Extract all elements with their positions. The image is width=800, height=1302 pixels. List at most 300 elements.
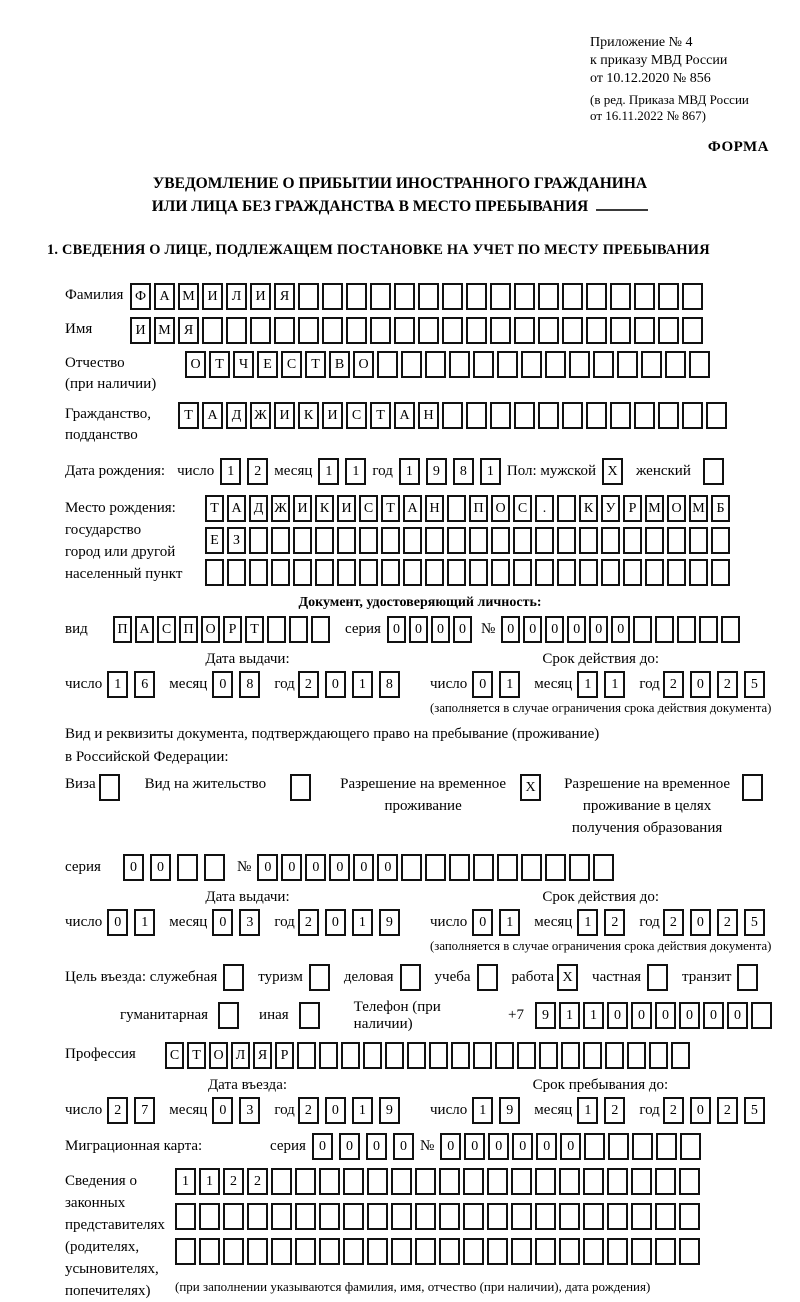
char-cell[interactable]: 0 <box>523 616 542 643</box>
char-cell[interactable] <box>559 1168 580 1195</box>
char-cell[interactable] <box>367 1168 388 1195</box>
char-cell[interactable] <box>655 616 674 643</box>
char-cell[interactable]: 0 <box>257 854 278 881</box>
char-cell[interactable] <box>511 1203 532 1230</box>
char-cell[interactable] <box>425 527 444 554</box>
char-cell[interactable] <box>562 317 583 344</box>
char-cell[interactable]: И <box>274 402 295 429</box>
char-cell[interactable] <box>315 527 334 554</box>
char-cell[interactable]: С <box>513 495 532 522</box>
char-cell[interactable] <box>466 283 487 310</box>
char-cell[interactable] <box>473 854 494 881</box>
char-cell[interactable]: Л <box>231 1042 250 1069</box>
char-cell[interactable]: 1 <box>352 909 373 936</box>
char-cell[interactable]: 8 <box>379 671 400 698</box>
char-cell[interactable]: И <box>337 495 356 522</box>
char-cell[interactable] <box>343 1238 364 1265</box>
purpose-humanitarian-checkbox[interactable] <box>218 1002 239 1029</box>
char-cell[interactable]: 0 <box>607 1002 628 1029</box>
char-cell[interactable]: З <box>227 527 246 554</box>
char-cell[interactable] <box>391 1238 412 1265</box>
char-cell[interactable] <box>559 1203 580 1230</box>
char-cell[interactable] <box>511 1168 532 1195</box>
char-cell[interactable] <box>671 1042 690 1069</box>
char-cell[interactable] <box>391 1203 412 1230</box>
char-cell[interactable] <box>586 402 607 429</box>
char-cell[interactable]: Р <box>623 495 642 522</box>
char-cell[interactable]: Л <box>226 283 247 310</box>
char-cell[interactable]: 0 <box>325 909 346 936</box>
char-cell[interactable] <box>545 351 566 378</box>
char-cell[interactable]: М <box>645 495 664 522</box>
char-cell[interactable]: 1 <box>577 1097 598 1124</box>
char-cell[interactable]: 1 <box>345 458 366 485</box>
char-cell[interactable] <box>721 616 740 643</box>
char-cell[interactable] <box>227 559 246 586</box>
char-cell[interactable]: 0 <box>339 1133 360 1160</box>
purpose-transit-checkbox[interactable] <box>737 964 758 991</box>
char-cell[interactable] <box>607 1168 628 1195</box>
char-cell[interactable]: Н <box>418 402 439 429</box>
char-cell[interactable] <box>535 559 554 586</box>
char-cell[interactable]: О <box>201 616 220 643</box>
char-cell[interactable] <box>407 1042 426 1069</box>
char-cell[interactable] <box>521 854 542 881</box>
purpose-tourism-checkbox[interactable] <box>309 964 330 991</box>
char-cell[interactable] <box>689 527 708 554</box>
char-cell[interactable]: 9 <box>379 1097 400 1124</box>
char-cell[interactable] <box>656 1133 677 1160</box>
char-cell[interactable] <box>583 1203 604 1230</box>
char-cell[interactable] <box>658 317 679 344</box>
char-cell[interactable]: А <box>135 616 154 643</box>
char-cell[interactable]: 6 <box>134 671 155 698</box>
char-cell[interactable] <box>415 1203 436 1230</box>
char-cell[interactable]: 0 <box>453 616 472 643</box>
char-cell[interactable] <box>359 559 378 586</box>
char-cell[interactable] <box>641 351 662 378</box>
char-cell[interactable] <box>682 402 703 429</box>
char-cell[interactable]: С <box>346 402 367 429</box>
char-cell[interactable] <box>557 559 576 586</box>
char-cell[interactable] <box>451 1042 470 1069</box>
char-cell[interactable] <box>677 616 696 643</box>
char-cell[interactable]: 2 <box>717 671 738 698</box>
char-cell[interactable] <box>645 527 664 554</box>
residence-permit-checkbox[interactable] <box>290 774 311 801</box>
char-cell[interactable] <box>175 1238 196 1265</box>
char-cell[interactable] <box>271 1238 292 1265</box>
char-cell[interactable]: 2 <box>663 1097 684 1124</box>
char-cell[interactable] <box>289 616 308 643</box>
char-cell[interactable] <box>679 1168 700 1195</box>
char-cell[interactable]: 0 <box>472 909 493 936</box>
char-cell[interactable] <box>403 559 422 586</box>
char-cell[interactable] <box>699 616 718 643</box>
char-cell[interactable]: 0 <box>325 671 346 698</box>
char-cell[interactable]: 0 <box>409 616 428 643</box>
char-cell[interactable] <box>249 559 268 586</box>
char-cell[interactable]: В <box>329 351 350 378</box>
char-cell[interactable] <box>394 283 415 310</box>
char-cell[interactable] <box>751 1002 772 1029</box>
char-cell[interactable] <box>634 317 655 344</box>
char-cell[interactable] <box>271 1203 292 1230</box>
char-cell[interactable]: 0 <box>305 854 326 881</box>
char-cell[interactable] <box>359 527 378 554</box>
char-cell[interactable] <box>545 854 566 881</box>
char-cell[interactable]: 0 <box>281 854 302 881</box>
char-cell[interactable]: 0 <box>212 671 233 698</box>
char-cell[interactable] <box>682 283 703 310</box>
char-cell[interactable]: 1 <box>220 458 241 485</box>
char-cell[interactable]: 0 <box>353 854 374 881</box>
char-cell[interactable]: Т <box>187 1042 206 1069</box>
char-cell[interactable] <box>497 854 518 881</box>
char-cell[interactable]: 1 <box>318 458 339 485</box>
char-cell[interactable] <box>322 283 343 310</box>
char-cell[interactable]: 0 <box>690 909 711 936</box>
char-cell[interactable]: 1 <box>472 1097 493 1124</box>
char-cell[interactable]: 1 <box>577 671 598 698</box>
char-cell[interactable] <box>645 559 664 586</box>
char-cell[interactable] <box>429 1042 448 1069</box>
temp-permit-checkbox[interactable]: X <box>520 774 541 801</box>
char-cell[interactable] <box>490 317 511 344</box>
char-cell[interactable] <box>632 1133 653 1160</box>
char-cell[interactable] <box>689 559 708 586</box>
char-cell[interactable]: 1 <box>604 671 625 698</box>
char-cell[interactable] <box>634 402 655 429</box>
char-cell[interactable]: И <box>130 317 151 344</box>
char-cell[interactable] <box>491 527 510 554</box>
char-cell[interactable]: Е <box>205 527 224 554</box>
char-cell[interactable]: Я <box>178 317 199 344</box>
char-cell[interactable] <box>177 854 198 881</box>
char-cell[interactable] <box>469 527 488 554</box>
char-cell[interactable] <box>367 1203 388 1230</box>
char-cell[interactable]: 2 <box>247 1168 268 1195</box>
char-cell[interactable]: А <box>394 402 415 429</box>
char-cell[interactable]: 0 <box>366 1133 387 1160</box>
char-cell[interactable]: 1 <box>352 1097 373 1124</box>
char-cell[interactable] <box>538 283 559 310</box>
char-cell[interactable] <box>204 854 225 881</box>
char-cell[interactable] <box>583 1238 604 1265</box>
char-cell[interactable]: 7 <box>134 1097 155 1124</box>
char-cell[interactable] <box>514 317 535 344</box>
char-cell[interactable]: 0 <box>567 616 586 643</box>
char-cell[interactable]: 2 <box>223 1168 244 1195</box>
char-cell[interactable]: 0 <box>212 909 233 936</box>
char-cell[interactable] <box>473 1042 492 1069</box>
char-cell[interactable]: С <box>281 351 302 378</box>
char-cell[interactable]: 2 <box>604 1097 625 1124</box>
char-cell[interactable]: Т <box>209 351 230 378</box>
char-cell[interactable]: М <box>154 317 175 344</box>
char-cell[interactable]: И <box>202 283 223 310</box>
char-cell[interactable] <box>381 527 400 554</box>
char-cell[interactable] <box>226 317 247 344</box>
char-cell[interactable] <box>319 1042 338 1069</box>
char-cell[interactable] <box>442 283 463 310</box>
char-cell[interactable]: Я <box>253 1042 272 1069</box>
char-cell[interactable] <box>665 351 686 378</box>
char-cell[interactable]: 2 <box>604 909 625 936</box>
char-cell[interactable]: 0 <box>212 1097 233 1124</box>
char-cell[interactable]: О <box>185 351 206 378</box>
char-cell[interactable] <box>487 1168 508 1195</box>
char-cell[interactable] <box>463 1238 484 1265</box>
char-cell[interactable] <box>538 402 559 429</box>
char-cell[interactable]: 0 <box>631 1002 652 1029</box>
char-cell[interactable] <box>682 317 703 344</box>
char-cell[interactable] <box>293 559 312 586</box>
char-cell[interactable] <box>447 559 466 586</box>
char-cell[interactable]: 9 <box>426 458 447 485</box>
char-cell[interactable]: П <box>179 616 198 643</box>
char-cell[interactable] <box>559 1238 580 1265</box>
char-cell[interactable] <box>562 283 583 310</box>
char-cell[interactable] <box>631 1238 652 1265</box>
char-cell[interactable] <box>463 1203 484 1230</box>
char-cell[interactable] <box>202 317 223 344</box>
char-cell[interactable]: 0 <box>329 854 350 881</box>
char-cell[interactable]: 0 <box>727 1002 748 1029</box>
char-cell[interactable]: 0 <box>690 1097 711 1124</box>
char-cell[interactable]: 3 <box>239 1097 260 1124</box>
char-cell[interactable]: 0 <box>150 854 171 881</box>
char-cell[interactable] <box>667 527 686 554</box>
char-cell[interactable] <box>442 402 463 429</box>
char-cell[interactable]: Т <box>381 495 400 522</box>
char-cell[interactable]: К <box>298 402 319 429</box>
char-cell[interactable]: 0 <box>655 1002 676 1029</box>
char-cell[interactable]: 0 <box>393 1133 414 1160</box>
char-cell[interactable]: 0 <box>589 616 608 643</box>
char-cell[interactable] <box>425 559 444 586</box>
char-cell[interactable] <box>583 1168 604 1195</box>
char-cell[interactable]: 1 <box>352 671 373 698</box>
char-cell[interactable]: И <box>250 283 271 310</box>
char-cell[interactable] <box>539 1042 558 1069</box>
char-cell[interactable]: 0 <box>545 616 564 643</box>
char-cell[interactable] <box>439 1168 460 1195</box>
char-cell[interactable] <box>633 616 652 643</box>
char-cell[interactable]: 1 <box>577 909 598 936</box>
char-cell[interactable] <box>610 283 631 310</box>
char-cell[interactable] <box>513 527 532 554</box>
char-cell[interactable]: 0 <box>377 854 398 881</box>
char-cell[interactable]: Ж <box>250 402 271 429</box>
char-cell[interactable]: 1 <box>583 1002 604 1029</box>
char-cell[interactable] <box>271 1168 292 1195</box>
char-cell[interactable] <box>679 1203 700 1230</box>
char-cell[interactable]: 0 <box>312 1133 333 1160</box>
char-cell[interactable] <box>205 559 224 586</box>
char-cell[interactable]: 0 <box>536 1133 557 1160</box>
char-cell[interactable]: 2 <box>298 909 319 936</box>
char-cell[interactable] <box>442 317 463 344</box>
char-cell[interactable] <box>649 1042 668 1069</box>
char-cell[interactable] <box>535 1238 556 1265</box>
char-cell[interactable]: Я <box>274 283 295 310</box>
char-cell[interactable] <box>315 559 334 586</box>
char-cell[interactable]: 9 <box>379 909 400 936</box>
char-cell[interactable] <box>634 283 655 310</box>
char-cell[interactable] <box>346 283 367 310</box>
char-cell[interactable]: А <box>202 402 223 429</box>
char-cell[interactable] <box>447 495 466 522</box>
char-cell[interactable] <box>679 1238 700 1265</box>
char-cell[interactable]: 0 <box>560 1133 581 1160</box>
char-cell[interactable] <box>497 351 518 378</box>
char-cell[interactable]: Т <box>370 402 391 429</box>
purpose-work-checkbox[interactable]: X <box>557 964 578 991</box>
char-cell[interactable] <box>557 527 576 554</box>
char-cell[interactable] <box>322 317 343 344</box>
char-cell[interactable] <box>617 351 638 378</box>
edu-permit-checkbox[interactable] <box>742 774 763 801</box>
char-cell[interactable] <box>513 559 532 586</box>
char-cell[interactable] <box>370 283 391 310</box>
char-cell[interactable]: О <box>209 1042 228 1069</box>
char-cell[interactable] <box>538 317 559 344</box>
char-cell[interactable] <box>449 351 470 378</box>
char-cell[interactable]: 0 <box>387 616 406 643</box>
char-cell[interactable]: 0 <box>431 616 450 643</box>
char-cell[interactable] <box>487 1203 508 1230</box>
char-cell[interactable]: М <box>689 495 708 522</box>
char-cell[interactable] <box>319 1238 340 1265</box>
char-cell[interactable] <box>601 559 620 586</box>
char-cell[interactable] <box>583 1042 602 1069</box>
char-cell[interactable]: 8 <box>453 458 474 485</box>
char-cell[interactable]: 5 <box>744 1097 765 1124</box>
char-cell[interactable]: 2 <box>107 1097 128 1124</box>
char-cell[interactable]: Ж <box>271 495 290 522</box>
purpose-private-checkbox[interactable] <box>647 964 668 991</box>
char-cell[interactable]: 1 <box>480 458 501 485</box>
char-cell[interactable] <box>394 317 415 344</box>
char-cell[interactable]: 9 <box>499 1097 520 1124</box>
char-cell[interactable] <box>385 1042 404 1069</box>
purpose-commercial-checkbox[interactable] <box>400 964 421 991</box>
char-cell[interactable]: 0 <box>501 616 520 643</box>
char-cell[interactable] <box>610 317 631 344</box>
char-cell[interactable] <box>415 1238 436 1265</box>
char-cell[interactable]: 2 <box>717 909 738 936</box>
char-cell[interactable]: 1 <box>199 1168 220 1195</box>
char-cell[interactable] <box>391 1168 412 1195</box>
char-cell[interactable]: 0 <box>472 671 493 698</box>
char-cell[interactable] <box>377 351 398 378</box>
purpose-study-checkbox[interactable] <box>477 964 498 991</box>
char-cell[interactable] <box>341 1042 360 1069</box>
char-cell[interactable] <box>680 1133 701 1160</box>
char-cell[interactable]: П <box>469 495 488 522</box>
char-cell[interactable] <box>247 1203 268 1230</box>
char-cell[interactable] <box>418 317 439 344</box>
char-cell[interactable] <box>711 559 730 586</box>
char-cell[interactable]: О <box>491 495 510 522</box>
char-cell[interactable] <box>562 402 583 429</box>
char-cell[interactable]: 2 <box>663 671 684 698</box>
char-cell[interactable]: Д <box>226 402 247 429</box>
char-cell[interactable] <box>514 402 535 429</box>
char-cell[interactable] <box>247 1238 268 1265</box>
char-cell[interactable] <box>514 283 535 310</box>
char-cell[interactable]: А <box>227 495 246 522</box>
char-cell[interactable] <box>274 317 295 344</box>
char-cell[interactable] <box>561 1042 580 1069</box>
char-cell[interactable] <box>593 351 614 378</box>
char-cell[interactable]: 9 <box>535 1002 556 1029</box>
char-cell[interactable] <box>319 1168 340 1195</box>
char-cell[interactable]: К <box>315 495 334 522</box>
purpose-business-checkbox[interactable] <box>223 964 244 991</box>
char-cell[interactable]: 1 <box>175 1168 196 1195</box>
char-cell[interactable]: С <box>359 495 378 522</box>
char-cell[interactable] <box>367 1238 388 1265</box>
char-cell[interactable] <box>223 1203 244 1230</box>
char-cell[interactable] <box>439 1238 460 1265</box>
char-cell[interactable] <box>346 317 367 344</box>
char-cell[interactable]: П <box>113 616 132 643</box>
char-cell[interactable] <box>343 1203 364 1230</box>
char-cell[interactable]: 0 <box>123 854 144 881</box>
char-cell[interactable] <box>655 1238 676 1265</box>
char-cell[interactable]: К <box>579 495 598 522</box>
char-cell[interactable]: А <box>403 495 422 522</box>
char-cell[interactable]: 1 <box>107 671 128 698</box>
char-cell[interactable]: Н <box>425 495 444 522</box>
char-cell[interactable] <box>425 854 446 881</box>
char-cell[interactable] <box>627 1042 646 1069</box>
char-cell[interactable]: 0 <box>512 1133 533 1160</box>
char-cell[interactable] <box>175 1203 196 1230</box>
char-cell[interactable] <box>271 559 290 586</box>
char-cell[interactable] <box>605 1042 624 1069</box>
char-cell[interactable] <box>584 1133 605 1160</box>
char-cell[interactable] <box>579 527 598 554</box>
char-cell[interactable] <box>490 283 511 310</box>
char-cell[interactable] <box>223 1238 244 1265</box>
char-cell[interactable] <box>586 283 607 310</box>
char-cell[interactable] <box>337 559 356 586</box>
char-cell[interactable] <box>295 1168 316 1195</box>
char-cell[interactable]: . <box>535 495 554 522</box>
char-cell[interactable] <box>706 402 727 429</box>
char-cell[interactable]: 2 <box>247 458 268 485</box>
char-cell[interactable]: 0 <box>611 616 630 643</box>
char-cell[interactable]: С <box>157 616 176 643</box>
char-cell[interactable]: 1 <box>499 909 520 936</box>
char-cell[interactable]: Т <box>245 616 264 643</box>
char-cell[interactable]: 0 <box>440 1133 461 1160</box>
char-cell[interactable]: Р <box>223 616 242 643</box>
char-cell[interactable] <box>535 1168 556 1195</box>
char-cell[interactable]: 0 <box>325 1097 346 1124</box>
char-cell[interactable] <box>711 527 730 554</box>
char-cell[interactable] <box>319 1203 340 1230</box>
char-cell[interactable]: Б <box>711 495 730 522</box>
char-cell[interactable]: 0 <box>107 909 128 936</box>
char-cell[interactable] <box>466 317 487 344</box>
char-cell[interactable] <box>295 1203 316 1230</box>
char-cell[interactable]: 3 <box>239 909 260 936</box>
char-cell[interactable] <box>250 317 271 344</box>
